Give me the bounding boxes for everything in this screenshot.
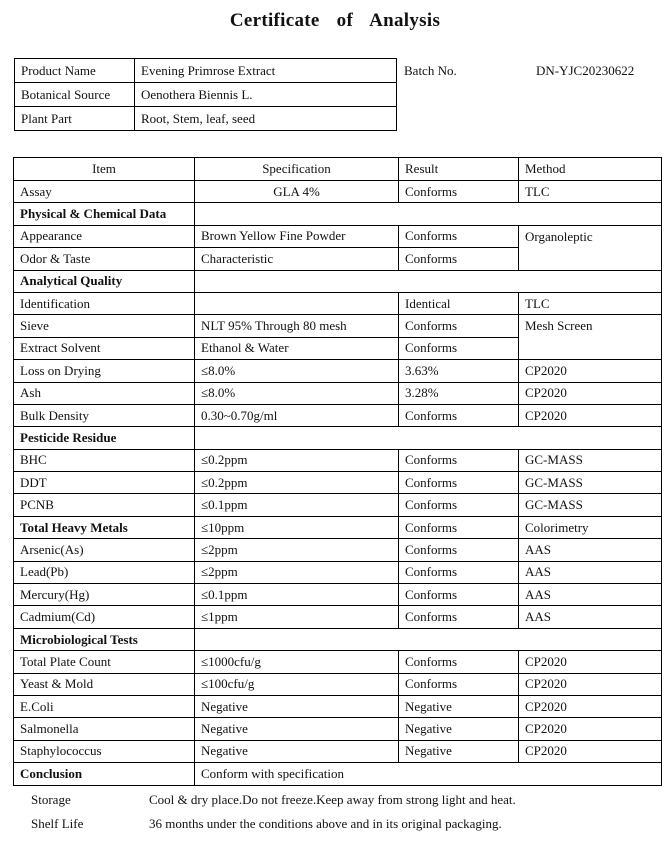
storage-label: Storage [31,792,71,807]
spec-cell: ≤1000cfu/g [195,651,399,673]
spec-cell: GLA 4% [195,181,399,203]
batch-number: DN-YJC20230622 [536,63,635,78]
section-row [14,270,662,292]
result-cell: Conforms [399,673,519,695]
section-spacer [195,427,662,449]
item-cell: Mercury(Hg) [14,584,195,606]
table-row [14,516,662,538]
table-row [14,315,662,337]
spec-cell: Negative [195,718,399,740]
item-cell: Lead(Pb) [14,561,195,583]
item-cell: Total Heavy Metals [14,516,195,538]
spec-cell: NLT 95% Through 80 mesh [195,315,399,337]
analysis-table-body [14,158,662,786]
table-row [14,740,662,762]
table-row [14,248,662,270]
section-row [14,427,662,449]
plant-part-value: Root, Stem, leaf, seed [135,107,397,131]
method-cell: CP2020 [519,651,662,673]
spec-cell: ≤8.0% [195,382,399,404]
method-cell: GC-MASS [519,494,662,516]
method-cell: TLC [519,292,662,314]
item-cell: Salmonella [14,718,195,740]
method-cell: Organoleptic [519,225,662,247]
item-cell: Ash [14,382,195,404]
section-spacer [195,203,662,225]
table-row [14,584,662,606]
section-spacer [195,628,662,650]
item-cell: DDT [14,472,195,494]
item-cell: PCNB [14,494,195,516]
method-cell: CP2020 [519,382,662,404]
item-cell: Extract Solvent [14,337,195,359]
result-cell: Conforms [399,539,519,561]
result-cell: Conforms [399,561,519,583]
section-row [14,203,662,225]
product-name-label: Product Name [15,59,135,83]
table-row [14,606,662,628]
result-cell: Conforms [399,337,519,359]
item-cell: Identification [14,292,195,314]
analysis-table [13,157,662,786]
product-name-row [15,59,397,83]
result-cell: Conforms [399,315,519,337]
botanical-source-label: Botanical Source [15,83,135,107]
spec-cell: ≤2ppm [195,561,399,583]
method-cell: CP2020 [519,718,662,740]
method-cell: CP2020 [519,360,662,382]
method-cell: GC-MASS [519,472,662,494]
spec-cell: Negative [195,740,399,762]
item-cell: Arsenic(As) [14,539,195,561]
item-cell: Bulk Density [14,404,195,426]
result-cell: Negative [399,718,519,740]
section-title: Pesticide Residue [14,427,195,449]
section-title: Microbiological Tests [14,628,195,650]
table-row [14,673,662,695]
table-row [14,382,662,404]
result-cell: Identical [399,292,519,314]
result-cell: Conforms [399,516,519,538]
item-cell: Loss on Drying [14,360,195,382]
result-cell: Conforms [399,181,519,203]
conclusion-label: Conclusion [14,763,195,785]
item-cell: Staphylococcus [14,740,195,762]
table-row [14,292,662,314]
result-cell: Conforms [399,584,519,606]
spec-cell: ≤0.2ppm [195,449,399,471]
table-row [14,539,662,561]
method-cell: CP2020 [519,740,662,762]
spec-cell: Ethanol & Water [195,337,399,359]
table-row [14,651,662,673]
result-cell: 3.63% [399,360,519,382]
method-cell: GC-MASS [519,449,662,471]
result-cell: Conforms [399,404,519,426]
plant-part-row [15,107,397,131]
table-row [14,337,662,359]
method-cell: TLC [519,181,662,203]
table-header-row [14,158,662,181]
section-row [14,628,662,650]
method-cell: AAS [519,584,662,606]
item-cell: Sieve [14,315,195,337]
table-row [14,404,662,426]
result-cell: Negative [399,740,519,762]
spec-cell: ≤0.1ppm [195,494,399,516]
spec-cell: Brown Yellow Fine Powder [195,225,399,247]
spec-cell [195,292,399,314]
header-method: Method [519,158,662,181]
section-title: Physical & Chemical Data [14,203,195,225]
item-cell: Total Plate Count [14,651,195,673]
method-cell [519,248,662,270]
table-row [14,449,662,471]
method-cell [519,337,662,359]
result-cell: Conforms [399,494,519,516]
spec-cell: ≤8.0% [195,360,399,382]
spec-cell: Negative [195,695,399,717]
method-cell: AAS [519,606,662,628]
item-cell: Cadmium(Cd) [14,606,195,628]
table-row [14,763,662,785]
document-title: Certificate of Analysis [229,10,441,31]
table-row [14,494,662,516]
result-cell: Conforms [399,606,519,628]
item-cell: BHC [14,449,195,471]
shelf-life-value: 36 months under the conditions above and in its original packaging. [149,816,502,831]
table-row [14,360,662,382]
table-row [14,695,662,717]
table-row [14,718,662,740]
item-cell: E.Coli [14,695,195,717]
method-cell: Mesh Screen [519,315,662,337]
storage-value: Cool & dry place.Do not freeze.Keep away from strong light and heat. [149,792,516,807]
shelf-life-label: Shelf Life [31,816,84,831]
result-cell: Conforms [399,248,519,270]
header-item: Item [14,158,195,181]
result-cell: Conforms [399,449,519,471]
spec-cell: Characteristic [195,248,399,270]
result-cell: 3.28% [399,382,519,404]
table-row [14,561,662,583]
botanical-source-row [15,83,397,107]
plant-part-label: Plant Part [15,107,135,131]
method-cell: AAS [519,561,662,583]
result-cell: Conforms [399,225,519,247]
result-cell: Negative [399,695,519,717]
botanical-source-value: Oenothera Biennis L. [135,83,397,107]
section-title: Analytical Quality [14,270,195,292]
method-cell: CP2020 [519,695,662,717]
spec-cell: ≤100cfu/g [195,673,399,695]
spec-cell: ≤0.1ppm [195,584,399,606]
item-cell: Odor & Taste [14,248,195,270]
item-cell: Assay [14,181,195,203]
product-name-value: Evening Primrose Extract [135,59,397,83]
spec-cell: ≤0.2ppm [195,472,399,494]
item-cell: Appearance [14,225,195,247]
section-spacer [195,270,662,292]
conclusion-value: Conform with specification [195,763,662,785]
table-row [14,181,662,203]
header-result: Result [399,158,519,181]
spec-cell: ≤10ppm [195,516,399,538]
result-cell: Conforms [399,651,519,673]
item-cell: Yeast & Mold [14,673,195,695]
method-cell: CP2020 [519,404,662,426]
result-cell: Conforms [399,472,519,494]
method-cell: Colorimetry [519,516,662,538]
header-specification: Specification [195,158,399,181]
table-row [14,472,662,494]
product-info-table [14,58,397,131]
batch-label: Batch No. [404,63,457,78]
spec-cell: ≤2ppm [195,539,399,561]
table-row [14,225,662,247]
spec-cell: ≤1ppm [195,606,399,628]
method-cell: AAS [519,539,662,561]
spec-cell: 0.30~0.70g/ml [195,404,399,426]
method-cell: CP2020 [519,673,662,695]
